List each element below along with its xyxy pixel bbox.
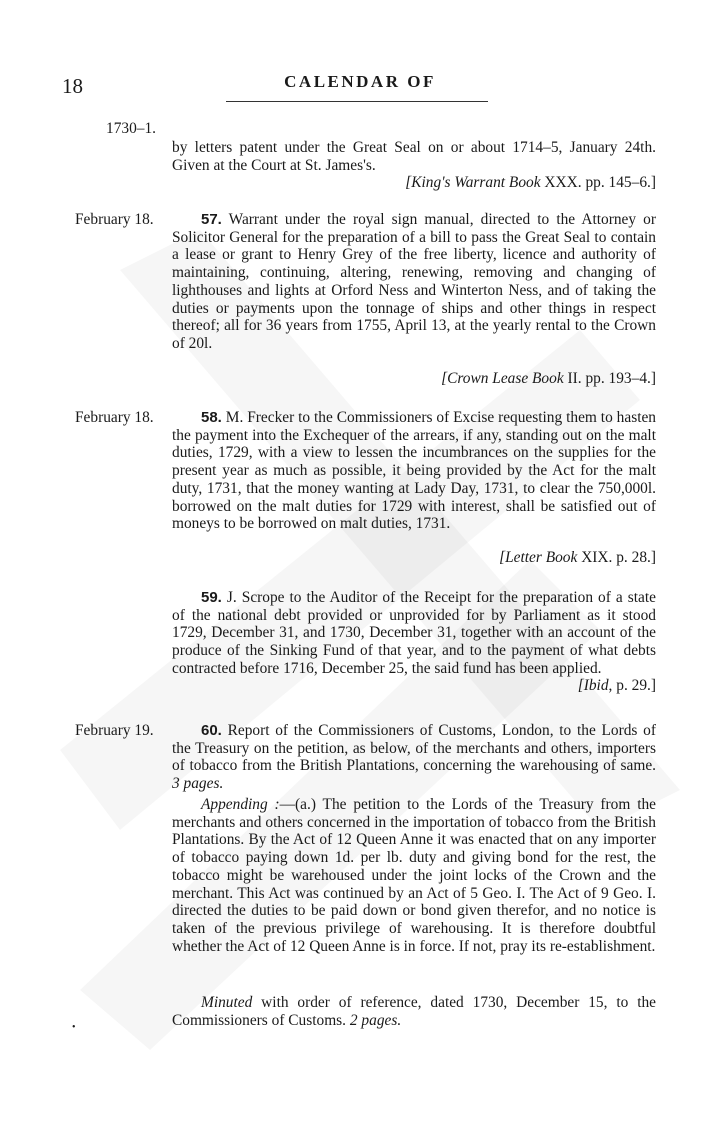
entry-paragraph <box>172 211 656 353</box>
source-ref: XIX. p. 28.] <box>577 549 656 566</box>
entry-text: Report of the Commissioners of Customs, London, to the Lords of the Treasury on the petition, as below, of the merchants and others, importers of tobacco from the British Plantations, concerning the warehousing of same. <box>172 722 656 775</box>
entry-text: Warrant under the royal sign manual, directed to the Attorney or Solicitor General for the preparation of a bill to pass the Great Seal to contain a lease or grant to Henry Grey of the free liberty, licence and authority of maintaining, continuing, altering, renewing, removing and changing of lighthouses and lights at Orford Ness and Winterton Ness, and of taking the duties or payments upon the tonnage of ships and other things in respect thereof; all for 36 years from 1755, April 13, at the yearly rental to the Crown of 20l. <box>172 211 656 352</box>
source-ref: II. pp. 193–4.] <box>563 370 656 387</box>
entry-number: 57. <box>201 211 222 228</box>
entry-date: February 19. <box>75 722 154 739</box>
minuted-text: with order of reference, dated 1730, December 15, to the Commissioners of Customs. <box>172 994 656 1029</box>
entry-date: February 18. <box>75 409 154 426</box>
entry-number: 58. <box>201 409 222 426</box>
entry-text: J. Scrope to the Auditor of the Receipt for the preparation of a state of the national debt provided or unprovided for by Parliament as it stood 1729, December 31, and 1730, December 31, together with an account of the produce of the Sinking Fund of that year, and to the payment of what debts contracted before 1716, December 25, the said fund has been applied. <box>172 589 656 677</box>
entry-paragraph <box>172 409 656 533</box>
entry-paragraph <box>172 589 656 678</box>
minuted-paragraph <box>172 994 656 1029</box>
source-title: [Letter Book <box>499 549 578 566</box>
entry-number: 60. <box>201 722 222 739</box>
page-number: 18 <box>62 74 83 98</box>
source-title: [Crown Lease Book <box>441 370 564 387</box>
source-title: [King's Warrant Book <box>405 174 541 191</box>
entry-paragraph <box>172 722 656 793</box>
running-title: CALENDAR OF <box>284 72 436 91</box>
ink-speck: • <box>72 1022 76 1033</box>
entry-source <box>405 174 656 192</box>
source-ref: , p. 29.] <box>608 677 656 694</box>
entry-number: 59. <box>201 589 222 606</box>
appending-label: Appending : <box>201 796 280 813</box>
entry-date: February 18. <box>75 211 154 228</box>
appending-paragraph <box>172 796 656 955</box>
minuted-pages: 2 pages. <box>349 1011 402 1029</box>
source-ref: XXX. pp. 145–6.] <box>540 174 656 191</box>
entry-date: 1730–1. <box>106 120 157 137</box>
entry-text: by letters patent under the Great Seal on or about 1714–5, January 24th. Given at the Court at St. James's. <box>172 139 656 174</box>
minuted-label: Minuted <box>201 994 253 1011</box>
header-rule <box>226 101 488 102</box>
entry-source <box>441 370 656 388</box>
source-title: [Ibid <box>577 677 609 694</box>
entry-pages: 3 pages. <box>172 775 224 793</box>
entry-source <box>499 549 656 567</box>
entry-source <box>578 677 656 695</box>
entry-text: M. Frecker to the Commissioners of Excise requesting them to hasten the payment into the Exchequer of the arrears, if any, standing out on the malt duties, 1729, with a view to lessen the incumbrances on the supplies for the present year as much as possible, it being provided by the Act for the malt duty, 1731, that the money wanting at Lady Day, 1731, to clear the 750,000l. borrowed on the malt duties for 1729 with interest, shall be satisfied out of moneys to be borrowed on malt duties, 1731. <box>172 409 656 533</box>
appending-text: —(a.) The petition to the Lords of the Treasury from the merchants and others concerned in the importation of tobacco from the British Plantations. By the Act of 12 Queen Anne it was enacted that on any importer of tobacco paying down 1d. per lb. duty and giving bond for the rest, the tobacco might be warehoused under the joint locks of the Crown and the merchant. This Act was continued by an Act of 5 Geo. I. The Act of 9 Geo. I. directed the duties to be paid down or bond given therefor, and no notice is taken of the previous privilege of warehousing. It is therefore doubtful whether the Act of 12 Queen Anne is in force. If not, pray its re-establishment. <box>172 796 656 955</box>
